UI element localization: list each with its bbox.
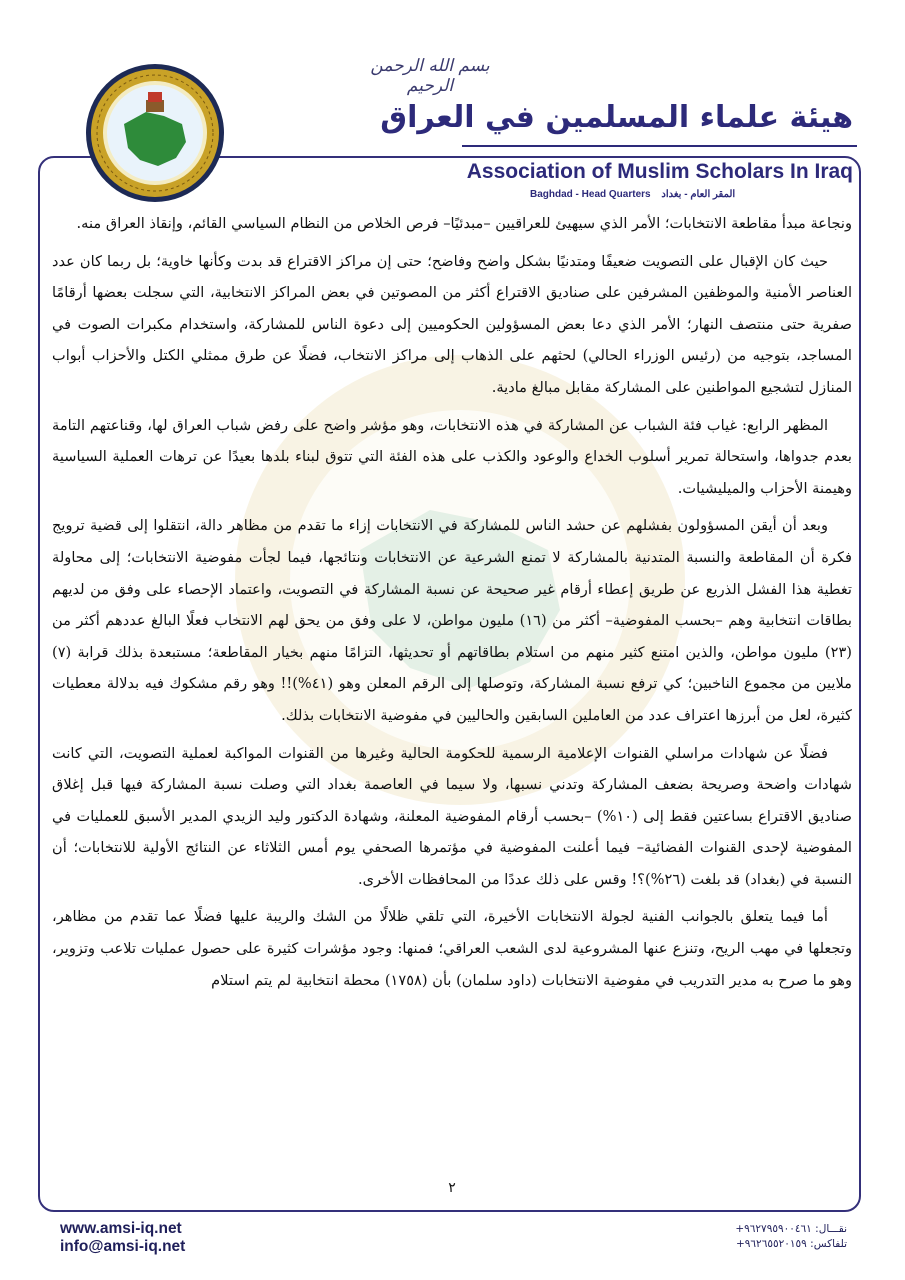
hq-english: Baghdad - Head Quarters [530, 189, 651, 200]
paragraph-5: فضلًا عن شهادات مراسلي القنوات الإعلامية الرسمية للحكومة الحالية وغيرها من القنوات المواكبة لعملية التصويت، التي كانت شهادات واضحة وصريحة بضعف المشاركة وتدني نسبها، ولا سيما في العاصمة بغداد التي وصلت نسبة المشاركة فيها قبل إغلاق صناديق الاقتراع بساعتين فقط إلى (١٠%) –بحسب أرقام المفوضية المعلنة، وشهادة الدكتور وليد الزيدي المدير الأسبق للعمليات في المفوضية لإحدى القنوات الفضائية– فيما أعلنت المفوضية في مؤتمرها الصحفي يوم أمس الثلاثاء عن النتائج الأولية للانتخابات؛ أن النسبة في (بغداد) قد بلغت (٢٦%)؟! وقس على ذلك عددًا من المحافظات الأخرى. [52, 744, 852, 888]
org-name-english: Association of Muslim Scholars In Iraq [466, 160, 853, 183]
website-link[interactable]: www.amsi-iq.net [60, 1220, 182, 1237]
mobile-number: نقـــال: ٩٦٢٧٩٥٩٠٠٤٦١+ [735, 1223, 847, 1235]
seal-logo [84, 62, 226, 204]
paragraph-3: المظهر الرابع: غياب فئة الشباب عن المشاركة في هذه الانتخابات، وهو مؤشر واضح على رفض شباب العراق لها، وقناعتهم التامة بعدم جدواها، واستحالة تمرير أسلوب الخداع والوعود والكذب على هذه الفئة التي تتوق لبناء بلدها بعيدًا عن ترهات العملية السياسية وهيمنة الأحزاب والميليشيات. [52, 416, 852, 497]
header-rule [462, 145, 857, 147]
paragraph-2: حيث كان الإقبال على التصويت ضعيفًا ومتدنيًا بشكل واضح وفاضح؛ حتى إن مراكز الاقتراع قد بدت وكأنها خاوية؛ بل ربما كان عدد العناصر الأمنية والموظفين المشرفين على صناديق الاقتراع أكثر من المصوتين في بعض المراكز الانتخابية، التي سجلت بعضها أرقامًا صفرية حتى منتصف النهار؛ الأمر الذي دعا بعض المسؤولين الحكوميين إلى دعوة الناس للمشاركة، واستخدام مكبرات الصوت في المساجد، بتوجيه من (رئيس الوزراء الحالي) لحثهم على الذهاب إلى مراكز الانتخاب، فضلًا عن طرق ممثلي الكتل والأحزاب أبواب المنازل لتشجيع المواطنين على المشاركة مقابل مبالغ مادية. [52, 252, 852, 396]
footer-contact-phone [735, 1222, 847, 1252]
letter-body [52, 208, 852, 1002]
paragraph-1: ونجاعة مبدأ مقاطعة الانتخابات؛ الأمر الذي سيهيئ للعراقيين –مبدئيًا– فرص الخلاص من النظام السياسي القائم، وإنقاذ العراق منه. [76, 215, 852, 232]
fax-number: تلفاكس: ٩٦٢٦٥٥٢٠١٥٩+ [735, 1238, 847, 1250]
email-link[interactable]: info@amsi-iq.net [60, 1238, 186, 1255]
paragraph-4: وبعد أن أيقن المسؤولون بفشلهم عن حشد الناس للمشاركة في الانتخابات إزاء ما تقدم من مظاهر دالة، انتقلوا إلى قضية ترويج فكرة أن المقاطعة والنسبة المتدنية بالمشاركة لا تمنع الشرعية عن الانتخابات ونتائجها، فيما لجأت مفوضية الانتخابات؛ إلى محاولة تغطية هذا الفشل الذريع عن طريق إعطاء أرقام غير صحيحة عن نسبة المشاركة في التصويت، واعتماد الإحصاء على وفق من لديهم بطاقات انتخابية وهم –بحسب المفوضية– أكثر من (١٦) مليون مواطن، لا على وفق من يحق لهم الانتخاب فعلًا البالغ عددهم أكثر من (٢٣) مليون مواطن، والذين امتنع كثير منهم من استلام بطاقاتهم أو تحديثها، التزامًا منهم بخيار المقاطعة؛ مستبعدة بذلك قرابة (٧) ملايين من مجموع الناخبين؛ كي ترفع نسبة المشاركة، وتوصلها إلى الرقم المعلن وهو (٤١%)!! وهو رقم مشكوك فيه بدلالة معطيات كثيرة، لعل من أبرزها اعتراف عدد من العاملين السابقين والحاليين في مفوضية الانتخابات بذلك. [52, 517, 852, 724]
page-number: ٢ [448, 1180, 456, 1196]
hq-arabic: المقر العام - بغداد [661, 189, 736, 200]
footer-contact-web [60, 1220, 185, 1256]
headquarters-line [530, 189, 743, 200]
org-name-arabic: هيئة علماء المسلمين في العراق [380, 100, 853, 135]
basmala-calligraphy: بسم الله الرحمن الرحيم [370, 56, 490, 96]
paragraph-6: أما فيما يتعلق بالجوانب الفنية لجولة الانتخابات الأخيرة، التي تلقي ظلالًا من الشك والريبة عليها فضلًا عما تقدم من مظاهر، وتجعلها في مهب الريح، وتنزع عنها المشروعية لدى الشعب العراقي؛ فمنها: وجود مؤشرات كثيرة على حصول عمليات تلاعب وتزوير، وهو ما صرح به مدير التدريب في مفوضية الانتخابات (داود سلمان) بأن (١٧٥٨) محطة انتخابية لم يتم استلام [52, 908, 852, 989]
